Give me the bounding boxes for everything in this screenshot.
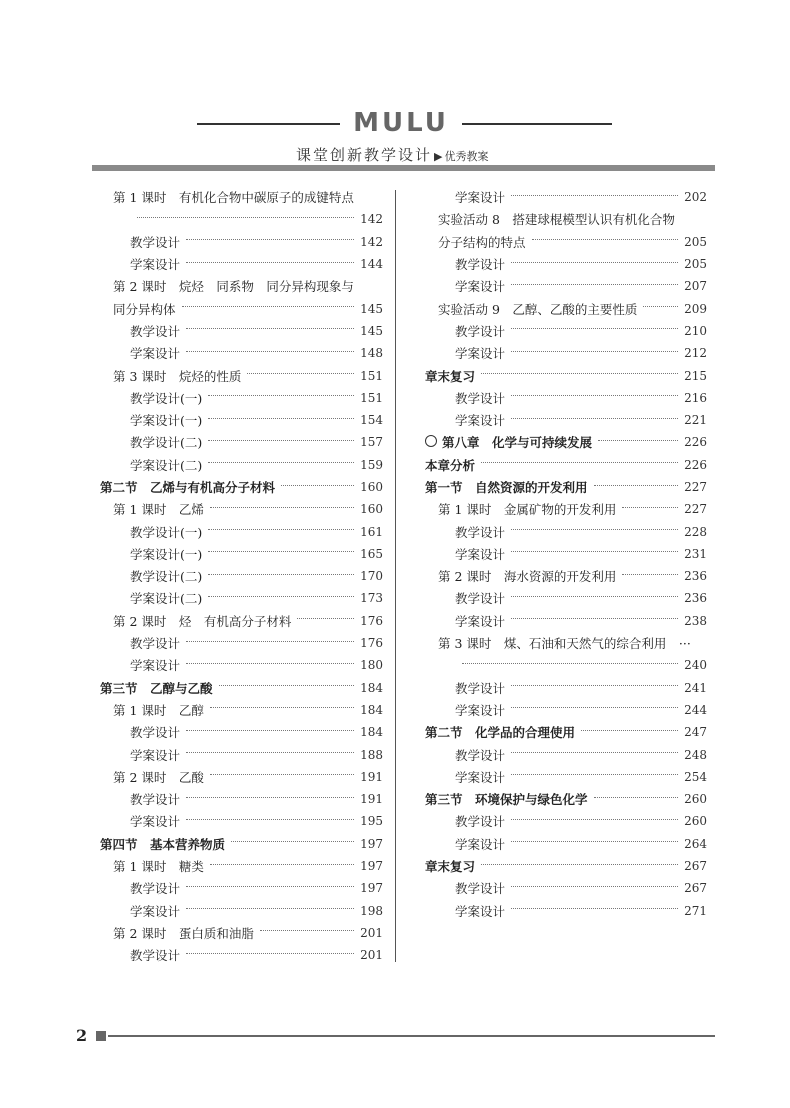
toc-entry-title: 第 3 课时 烷烃的性质: [113, 368, 242, 384]
toc-entry[interactable]: [100, 632, 383, 654]
dot-leader: [208, 418, 354, 419]
dot-leader: [186, 752, 354, 753]
toc-entry[interactable]: [425, 855, 707, 877]
dot-leader: [511, 262, 678, 263]
footer-rule: [108, 1035, 715, 1037]
toc-entry-title: 章末复习: [425, 859, 476, 875]
toc-entry[interactable]: [425, 208, 707, 230]
toc-entry-title: 同分异构体: [113, 301, 176, 317]
toc-entry[interactable]: [425, 231, 707, 253]
toc-entry[interactable]: [425, 766, 707, 788]
dot-leader: [511, 841, 678, 842]
toc-entry-page: 184: [360, 702, 383, 717]
toc-entry[interactable]: [425, 877, 707, 899]
toc-entry-page: 198: [360, 903, 383, 918]
toc-entry[interactable]: [425, 810, 707, 832]
toc-entry[interactable]: [100, 342, 383, 364]
toc-entry[interactable]: [425, 632, 707, 654]
toc-entry[interactable]: [100, 387, 383, 409]
dot-leader: [186, 730, 354, 731]
toc-entry-title: 学案设计: [455, 613, 506, 629]
toc-entry[interactable]: [100, 743, 383, 765]
toc-entry[interactable]: [100, 320, 383, 342]
toc-entry[interactable]: [425, 342, 707, 364]
toc-entry[interactable]: [425, 721, 707, 743]
header-subtitle: [296, 144, 536, 165]
toc-entry[interactable]: [100, 877, 383, 899]
dot-leader: [208, 462, 354, 463]
toc-entry[interactable]: [425, 275, 707, 297]
header-title: MULU: [353, 108, 449, 138]
dot-leader: [481, 373, 678, 374]
toc-entry-title: 教学设计: [130, 234, 181, 250]
dot-leader: [186, 663, 354, 664]
dot-leader: [186, 262, 354, 263]
toc-entry-page: 151: [360, 390, 383, 405]
toc-entry[interactable]: [100, 275, 383, 297]
toc-entry[interactable]: [100, 699, 383, 721]
toc-entry-page: 170: [360, 569, 383, 584]
toc-entry-page: 226: [684, 457, 707, 472]
dot-leader: [511, 395, 678, 396]
toc-entry[interactable]: [425, 610, 707, 632]
toc-entry-title: 第 2 课时 海水资源的开发利用: [438, 569, 617, 585]
dot-leader: [186, 908, 354, 909]
toc-entry-title: 第 1 课时 有机化合物中碳原子的成键特点: [113, 190, 354, 206]
dot-leader: [511, 685, 678, 686]
toc-entry-page: 142: [360, 234, 383, 249]
toc-entry[interactable]: [100, 810, 383, 832]
toc-entry[interactable]: [425, 677, 707, 699]
toc-entry-page: 271: [684, 903, 707, 918]
toc-entry[interactable]: [425, 900, 707, 922]
toc-entry-title: 第三节 环境保护与绿色化学: [425, 792, 588, 808]
toc-entry-page: 260: [684, 814, 707, 829]
toc-entry-title: 教学设计(二): [130, 569, 203, 585]
dot-leader: [511, 596, 678, 597]
toc-entry-page: 264: [684, 836, 707, 851]
toc-entry-page: 184: [360, 680, 383, 695]
toc-entry-page: 267: [684, 859, 707, 874]
toc-entry-title: 学案设计: [455, 279, 506, 295]
dot-leader: [186, 953, 354, 954]
header-rule-left: [197, 123, 340, 125]
toc-entry-title: 第 1 课时 乙醇: [113, 702, 204, 718]
toc-entry[interactable]: [425, 498, 707, 520]
toc-entry[interactable]: [425, 320, 707, 342]
toc-entry-page: 145: [360, 301, 383, 316]
circle-icon: [425, 435, 437, 447]
toc-entry[interactable]: [100, 297, 383, 319]
dot-leader: [511, 618, 678, 619]
toc-entry[interactable]: [100, 253, 383, 275]
toc-entry-title: 学案设计: [130, 903, 181, 919]
toc-entry-page: 161: [360, 524, 383, 539]
dot-leader: [532, 239, 679, 240]
dot-leader: [481, 864, 678, 865]
toc-entry-title: 第 2 课时 蛋白质和油脂: [113, 925, 254, 941]
toc-entry-title: 第 1 课时 乙烯: [113, 502, 204, 518]
dot-leader: [511, 819, 678, 820]
toc-entry-title: 第 3 课时 煤、石油和天然气的综合利用 ···: [438, 636, 691, 652]
toc-entry-title: 教学设计: [455, 680, 506, 696]
toc-entry-page: 159: [360, 457, 383, 472]
toc-entry[interactable]: [425, 788, 707, 810]
toc-entry-page: 191: [360, 769, 383, 784]
toc-entry-title: 学案设计: [130, 814, 181, 830]
toc-entry-title: 本章分析: [425, 457, 476, 473]
dot-leader: [581, 730, 678, 731]
toc-entry-title: 教学设计: [455, 881, 506, 897]
toc-entry-title: 教学设计: [130, 881, 181, 897]
toc-entry-page: 145: [360, 323, 383, 338]
toc-entry[interactable]: [100, 587, 383, 609]
toc-entry-page: 180: [360, 658, 383, 673]
dot-leader: [511, 752, 678, 753]
toc-entry[interactable]: [100, 721, 383, 743]
dot-leader: [281, 485, 354, 486]
toc-entry-page: 201: [360, 948, 383, 963]
toc-entry-title: 第八章 化学与可持续发展: [442, 435, 593, 451]
toc-entry-title: 学案设计(二): [130, 457, 203, 473]
toc-entry[interactable]: [100, 498, 383, 520]
dot-leader: [511, 284, 678, 285]
toc-entry-title: 学案设计: [455, 702, 506, 718]
toc-entry[interactable]: [425, 543, 707, 565]
toc-entry[interactable]: [425, 387, 707, 409]
toc-entry-page: 176: [360, 636, 383, 651]
toc-entry-page: 236: [684, 591, 707, 606]
header-tag: 优秀教案: [444, 150, 489, 163]
toc-entry-title: 第 1 课时 金属矿物的开发利用: [438, 502, 617, 518]
toc-entry[interactable]: [425, 654, 707, 676]
toc-entry-title: 学案设计: [130, 658, 181, 674]
toc-entry[interactable]: [100, 922, 383, 944]
toc-entry-title: 教学设计: [455, 323, 506, 339]
dot-leader: [481, 462, 678, 463]
dot-leader: [208, 440, 354, 441]
toc-entry-page: 248: [684, 747, 707, 762]
footer-square: [96, 1031, 106, 1041]
toc-entry-title: 实验活动 9 乙醇、乙酸的主要性质: [438, 301, 638, 317]
toc-entry-title: 教学设计: [455, 524, 506, 540]
toc-entry-title: 第 1 课时 糖类: [113, 859, 204, 875]
toc-entry-page: 142: [360, 212, 383, 227]
toc-entry[interactable]: [425, 587, 707, 609]
toc-entry-page: 173: [360, 591, 383, 606]
toc-entry-page: 226: [684, 435, 707, 450]
dot-leader: [511, 195, 678, 196]
dot-leader: [186, 351, 354, 352]
dot-leader: [137, 217, 354, 218]
toc-entry-page: 197: [360, 881, 383, 896]
dot-leader: [208, 574, 354, 575]
dot-leader: [186, 239, 354, 240]
toc-entry-page: 201: [360, 925, 383, 940]
toc-entry-title: 学案设计: [455, 836, 506, 852]
toc-entry[interactable]: [100, 520, 383, 542]
toc-entry-title: 章末复习: [425, 368, 476, 384]
toc-entry-page: 195: [360, 814, 383, 829]
toc-entry-page: 151: [360, 368, 383, 383]
dot-leader: [186, 886, 354, 887]
toc-right-column: [425, 186, 707, 922]
toc-entry[interactable]: [100, 543, 383, 565]
toc-entry-title: 第三节 乙醇与乙酸: [100, 680, 213, 696]
toc-entry-page: 191: [360, 792, 383, 807]
header-bar: [92, 165, 715, 171]
dot-leader: [260, 930, 354, 931]
toc-entry-page: 210: [684, 323, 707, 338]
dot-leader: [210, 707, 354, 708]
toc-entry-title: 教学设计: [130, 725, 181, 741]
toc-entry[interactable]: [425, 409, 707, 431]
toc-entry[interactable]: [100, 833, 383, 855]
toc-entry-page: 254: [684, 769, 707, 784]
toc-entry-title: 分子结构的特点: [438, 234, 526, 250]
toc-entry[interactable]: [100, 431, 383, 453]
dot-leader: [231, 841, 354, 842]
toc-entry-title: 学案设计: [455, 190, 506, 206]
toc-entry-title: 教学设计(二): [130, 435, 203, 451]
toc-entry-page: 197: [360, 859, 383, 874]
dot-leader: [247, 373, 354, 374]
toc-entry-title: 教学设计: [455, 591, 506, 607]
dot-leader: [511, 551, 678, 552]
dot-leader: [297, 618, 354, 619]
dot-leader: [210, 864, 354, 865]
column-divider: [395, 190, 396, 962]
toc-entry[interactable]: [425, 253, 707, 275]
toc-entry-title: 第 2 课时 乙酸: [113, 769, 204, 785]
toc-entry-page: 260: [684, 792, 707, 807]
toc-entry-title: 实验活动 8 搭建球棍模型认识有机化合物: [438, 212, 675, 228]
dot-leader: [511, 418, 678, 419]
dot-leader: [511, 351, 678, 352]
toc-entry-page: 148: [360, 346, 383, 361]
dot-leader: [186, 328, 354, 329]
toc-entry[interactable]: [100, 231, 383, 253]
toc-entry-title: 第二节 化学品的合理使用: [425, 725, 576, 741]
toc-entry-page: 205: [684, 234, 707, 249]
toc-entry-page: 207: [684, 279, 707, 294]
toc-entry-page: 236: [684, 569, 707, 584]
toc-entry-title: 教学设计: [455, 747, 506, 763]
toc-entry[interactable]: [425, 476, 707, 498]
toc-entry-page: 157: [360, 435, 383, 450]
dot-leader: [210, 507, 354, 508]
header-subtitle-text: 课堂创新教学设计: [296, 146, 433, 164]
toc-entry-title: 学案设计(二): [130, 591, 203, 607]
toc-entry-page: 188: [360, 747, 383, 762]
toc-entry-title: 学案设计: [455, 546, 506, 562]
toc-entry-title: 教学设计(一): [130, 390, 203, 406]
toc-entry-title: 学案设计: [455, 346, 506, 362]
toc-entry-title: 学案设计: [455, 413, 506, 429]
toc-entry-title: 第四节 基本营养物质: [100, 836, 226, 852]
toc-entry-page: 241: [684, 680, 707, 695]
toc-entry-page: 231: [684, 546, 707, 561]
toc-entry[interactable]: [100, 677, 383, 699]
toc-entry[interactable]: [100, 766, 383, 788]
toc-entry[interactable]: [100, 788, 383, 810]
dot-leader: [208, 395, 354, 396]
dot-leader: [511, 908, 678, 909]
toc-entry-title: 教学设计(一): [130, 524, 203, 540]
toc-entry-page: 197: [360, 836, 383, 851]
page-number: 2: [76, 1026, 88, 1045]
dot-leader: [511, 774, 678, 775]
dot-leader: [182, 306, 355, 307]
toc-entry-title: 学案设计(一): [130, 546, 203, 562]
toc-entry[interactable]: [100, 610, 383, 632]
toc-entry-page: 247: [684, 725, 707, 740]
toc-entry-page: 227: [684, 480, 707, 494]
toc-entry[interactable]: [425, 364, 707, 386]
triangle-icon: ▶: [434, 150, 443, 163]
toc-entry-title: 第二节 乙烯与有机高分子材料: [100, 480, 276, 495]
dot-leader: [594, 797, 679, 798]
toc-entry-title: 教学设计: [455, 390, 506, 406]
toc-entry[interactable]: [425, 699, 707, 721]
toc-entry-title: 教学设计: [455, 814, 506, 830]
toc-entry[interactable]: [100, 944, 383, 966]
toc-entry-page: 160: [360, 480, 383, 494]
toc-entry-page: 267: [684, 881, 707, 896]
toc-left-column: [100, 186, 383, 966]
toc-entry-page: 202: [684, 190, 707, 205]
toc-entry-title: 第 2 课时 烃 有机高分子材料: [113, 613, 292, 629]
toc-entry-title: 教学设计: [130, 636, 181, 652]
toc-entry[interactable]: [425, 431, 707, 453]
dot-leader: [208, 596, 354, 597]
dot-leader: [186, 797, 354, 798]
toc-entry-title: 第一节 自然资源的开发利用: [425, 480, 588, 495]
toc-entry[interactable]: [100, 454, 383, 476]
dot-leader: [511, 328, 678, 329]
dot-leader: [462, 663, 678, 664]
toc-entry[interactable]: [425, 743, 707, 765]
toc-entry[interactable]: [100, 654, 383, 676]
dot-leader: [219, 685, 355, 686]
header-rule-right: [462, 123, 612, 125]
toc-entry[interactable]: [425, 186, 707, 208]
toc-entry-page: 184: [360, 725, 383, 740]
toc-entry[interactable]: [425, 454, 707, 476]
toc-entry-title: 学案设计(一): [130, 413, 203, 429]
toc-entry[interactable]: [425, 297, 707, 319]
toc-entry-page: 228: [684, 524, 707, 539]
toc-entry-page: 221: [684, 413, 707, 428]
toc-entry-page: 176: [360, 613, 383, 628]
dot-leader: [598, 440, 678, 441]
dot-leader: [594, 485, 679, 486]
toc-entry-page: 238: [684, 613, 707, 628]
toc-entry[interactable]: [100, 364, 383, 386]
dot-leader: [210, 774, 354, 775]
toc-entry-title: 学案设计: [130, 747, 181, 763]
toc-entry-page: 144: [360, 257, 383, 272]
dot-leader: [208, 551, 354, 552]
toc-entry[interactable]: [425, 565, 707, 587]
toc-entry-page: 205: [684, 257, 707, 272]
toc-entry[interactable]: [425, 520, 707, 542]
dot-leader: [511, 529, 678, 530]
toc-entry[interactable]: [100, 186, 383, 208]
toc-entry-page: 209: [684, 301, 707, 316]
dot-leader: [622, 507, 678, 508]
dot-leader: [186, 819, 354, 820]
toc-entry-page: 227: [684, 502, 707, 517]
toc-entry-page: 160: [360, 502, 383, 517]
toc-entry-page: 212: [684, 346, 707, 361]
toc-entry-page: 215: [684, 368, 707, 383]
dot-leader: [622, 574, 678, 575]
toc-entry-title: 学案设计: [455, 769, 506, 785]
dot-leader: [643, 306, 678, 307]
toc-entry-page: 154: [360, 413, 383, 428]
toc-entry-title: 学案设计: [455, 903, 506, 919]
toc-entry-title: 教学设计: [455, 257, 506, 273]
toc-entry-page: 216: [684, 390, 707, 405]
toc-entry-title: 学案设计: [130, 257, 181, 273]
toc-entry[interactable]: [425, 833, 707, 855]
toc-entry[interactable]: [100, 476, 383, 498]
toc-entry-title: 教学设计: [130, 948, 181, 964]
toc-entry-title: 学案设计: [130, 346, 181, 362]
toc-entry-page: 244: [684, 702, 707, 717]
dot-leader: [511, 707, 678, 708]
toc-entry[interactable]: [100, 855, 383, 877]
toc-entry[interactable]: [100, 565, 383, 587]
toc-entry-page: 240: [684, 658, 707, 673]
toc-entry[interactable]: [100, 409, 383, 431]
toc-entry[interactable]: [100, 208, 383, 230]
toc-entry[interactable]: [100, 900, 383, 922]
dot-leader: [511, 886, 678, 887]
toc-entry-page: 165: [360, 546, 383, 561]
dot-leader: [208, 529, 354, 530]
dot-leader: [186, 641, 354, 642]
toc-entry-title: 第 2 课时 烷烃 同系物 同分异构现象与: [113, 279, 354, 295]
toc-entry-title: 教学设计: [130, 792, 181, 808]
toc-entry-title: 教学设计: [130, 323, 181, 339]
